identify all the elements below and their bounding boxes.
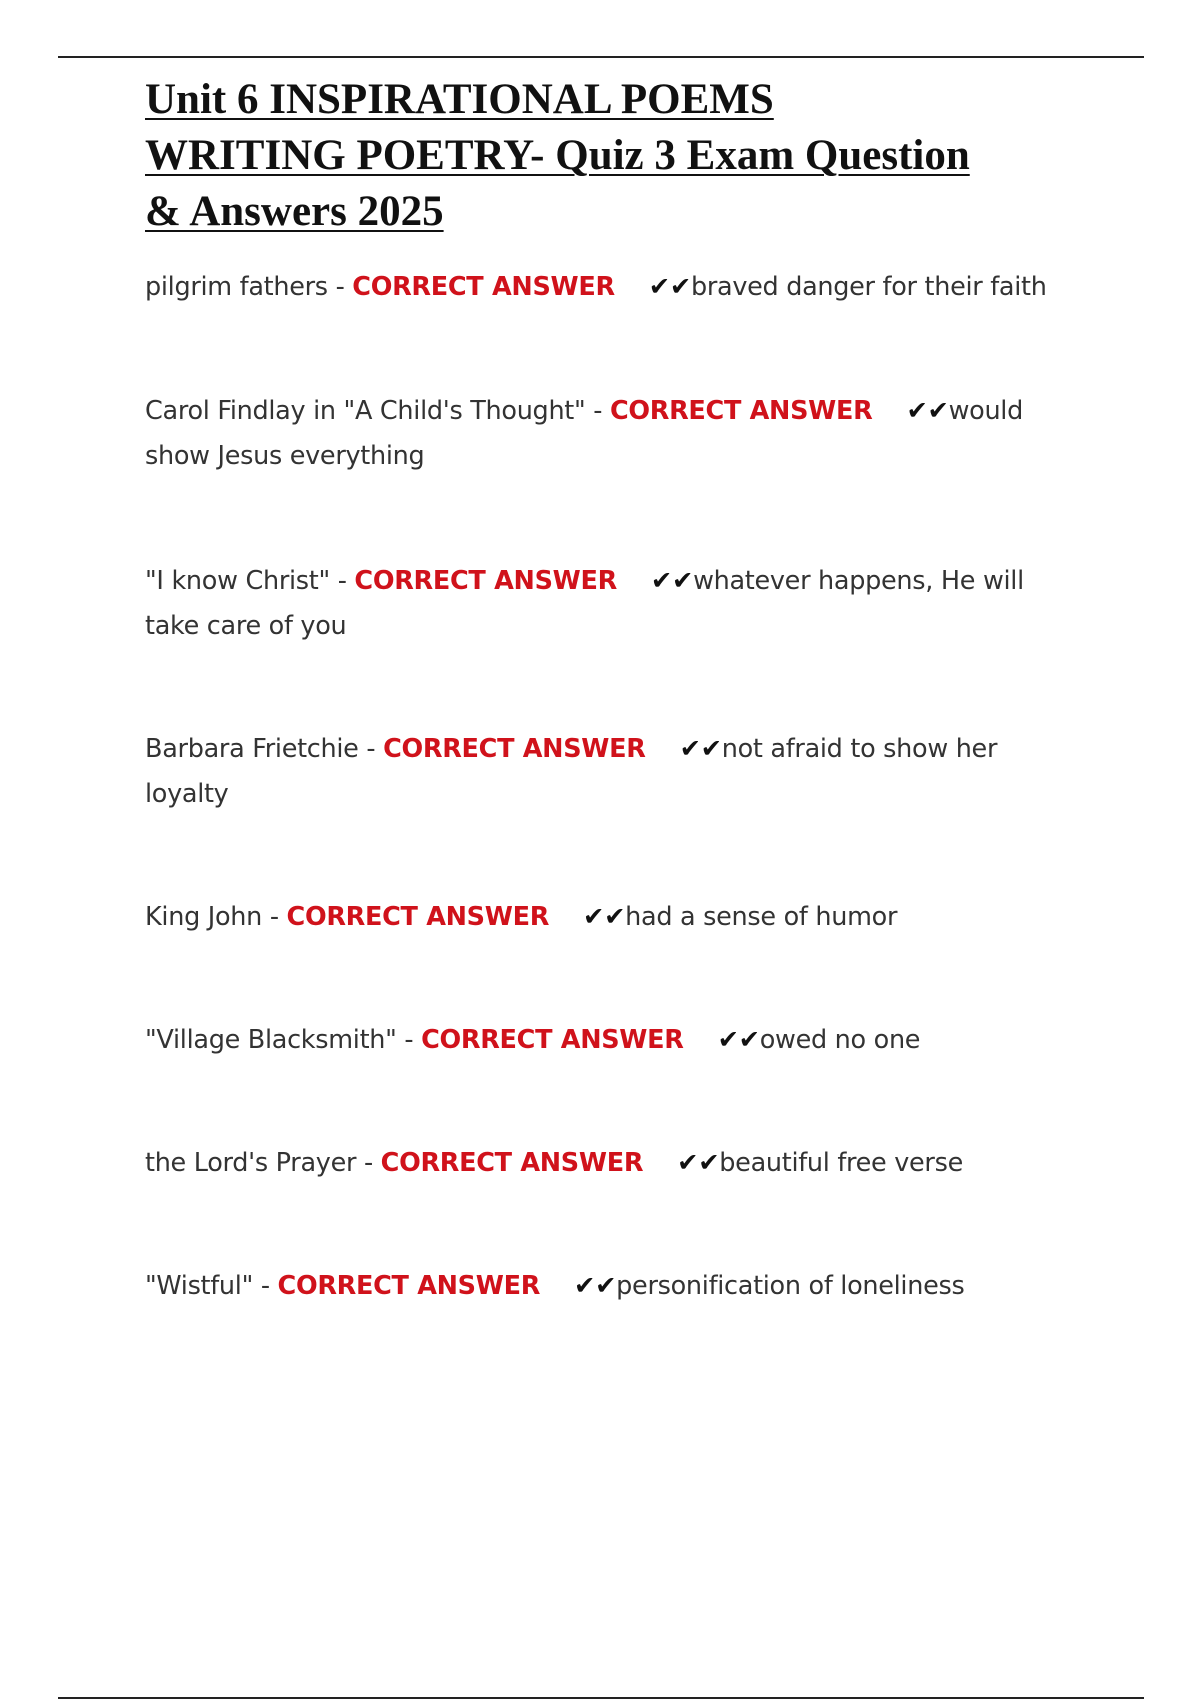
- qa-separator: -: [356, 1148, 381, 1178]
- top-rule: [58, 56, 1144, 58]
- qa-answer: owed no one: [759, 1025, 921, 1055]
- qa-item: [145, 389, 1085, 479]
- qa-item: [145, 265, 1085, 310]
- qa-answer: braved danger for their faith: [690, 272, 1047, 302]
- document-title: [145, 72, 1105, 240]
- correct-answer-label: CORRECT ANSWER: [380, 1148, 644, 1178]
- qa-item: [145, 727, 1085, 817]
- qa-term: "Village Blacksmith": [145, 1025, 397, 1055]
- correct-answer-label: CORRECT ANSWER: [352, 272, 615, 302]
- correct-answer-label: CORRECT ANSWER: [354, 566, 617, 596]
- qa-separator: -: [327, 272, 353, 302]
- correct-answer-label: CORRECT ANSWER: [286, 902, 550, 932]
- qa-answer: would show Jesus everything: [145, 396, 1023, 471]
- qa-item: [145, 1264, 1085, 1309]
- check-marks-icon: ✔✔: [650, 566, 694, 596]
- check-marks-icon: ✔✔: [677, 1148, 720, 1178]
- correct-answer-label: CORRECT ANSWER: [383, 734, 646, 764]
- qa-answer: whatever happens, He will take care of you: [145, 566, 1024, 641]
- qa-answer: beautiful free verse: [719, 1148, 963, 1178]
- qa-answer: not afraid to show her loyalty: [145, 734, 998, 809]
- check-marks-icon: ✔✔: [583, 902, 626, 932]
- check-marks-icon: ✔✔: [679, 734, 722, 764]
- qa-term: Barbara Frietchie: [145, 734, 359, 764]
- qa-item: [145, 895, 1085, 940]
- title-line-3: & Answers 2025: [145, 188, 444, 235]
- qa-item: [145, 1141, 1085, 1186]
- qa-term: "I know Christ": [145, 566, 330, 596]
- qa-separator: -: [585, 396, 610, 426]
- qa-answer: personification of loneliness: [616, 1271, 965, 1301]
- correct-answer-label: CORRECT ANSWER: [609, 396, 873, 426]
- qa-answer: had a sense of humor: [625, 902, 898, 932]
- qa-term: "Wistful": [145, 1271, 254, 1301]
- qa-separator: -: [358, 734, 384, 764]
- qa-term: Carol Findlay in "A Child's Thought": [145, 396, 586, 426]
- check-marks-icon: ✔✔: [906, 396, 949, 426]
- qa-separator: -: [262, 902, 287, 932]
- qa-term: the Lord's Prayer: [145, 1148, 357, 1178]
- qa-term: pilgrim fathers: [145, 272, 328, 302]
- qa-separator: -: [396, 1025, 422, 1055]
- qa-item: [145, 1018, 1085, 1063]
- qa-item: [145, 559, 1085, 649]
- correct-answer-label: CORRECT ANSWER: [277, 1271, 541, 1301]
- check-marks-icon: ✔✔: [717, 1025, 760, 1055]
- qa-term: King John: [145, 902, 263, 932]
- correct-answer-label: CORRECT ANSWER: [421, 1025, 684, 1055]
- title-line-2: WRITING POETRY- Quiz 3 Exam Question: [145, 132, 970, 179]
- check-marks-icon: ✔✔: [574, 1271, 617, 1301]
- qa-separator: -: [329, 566, 355, 596]
- check-marks-icon: ✔✔: [648, 272, 691, 302]
- qa-separator: -: [253, 1271, 278, 1301]
- bottom-rule: [58, 1697, 1144, 1699]
- title-line-1: Unit 6 INSPIRATIONAL POEMS: [145, 76, 774, 123]
